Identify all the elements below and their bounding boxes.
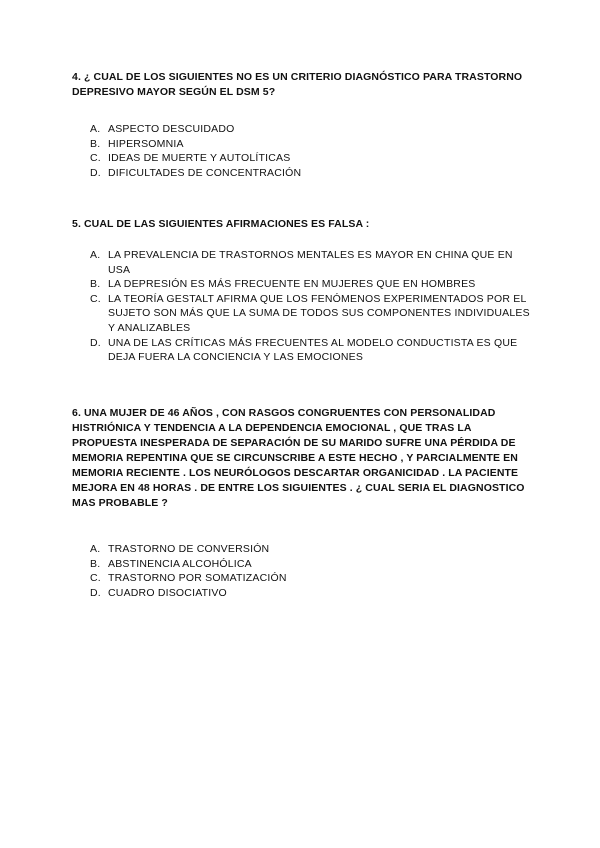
option-text: ABSTINENCIA ALCOHÓLICA <box>108 557 252 570</box>
option-text: LA TEORÍA GESTALT AFIRMA QUE LOS FENÓMENOS EXPERIMENTADOS POR EL SUJETO SON MÁS QUE LA SUMA DE TODOS SUS COMPONENTES INDIVIDUALES Y ANALIZABLES <box>108 292 530 334</box>
answer-options <box>72 248 532 365</box>
option-text: ASPECTO DESCUIDADO <box>108 123 235 135</box>
option-d <box>72 586 532 601</box>
option-text: TRASTORNO POR SOMATIZACIÓN <box>108 572 287 585</box>
question-4 <box>72 70 532 180</box>
question-text: 5. CUAL DE LAS SIGUIENTES AFIRMACIONES ES FALSA : <box>72 218 370 230</box>
question-text: 4. ¿ CUAL DE LOS SIGUIENTES NO ES UN CRITERIO DIAGNÓSTICO PARA TRASTORNO DEPRESIVO MAYOR SEGÚN EL DSM 5? <box>72 71 523 98</box>
option-letter: C. <box>90 152 101 165</box>
option-letter: B. <box>90 137 101 150</box>
option-letter: D. <box>90 336 101 349</box>
question-5 <box>72 217 532 365</box>
option-text: IDEAS DE MUERTE Y AUTOLÍTICAS <box>108 152 291 165</box>
option-letter: D. <box>90 586 101 599</box>
option-a <box>72 542 532 557</box>
option-text: HIPERSOMNIA <box>108 137 184 150</box>
option-a <box>72 248 532 277</box>
option-letter: C. <box>90 292 101 305</box>
option-text: UNA DE LAS CRÍTICAS MÁS FRECUENTES AL MODELO CONDUCTISTA ES QUE DEJA FUERA LA CONCIENCIA Y LAS EMOCIONES <box>108 336 518 364</box>
option-letter: C. <box>90 572 101 585</box>
question-6 <box>72 406 532 600</box>
option-letter: D. <box>90 166 101 179</box>
option-c <box>72 151 532 166</box>
option-b <box>72 137 532 152</box>
option-text: LA DEPRESIÓN ES MÁS FRECUENTE EN MUJERES QUE EN HOMBRES <box>108 278 476 291</box>
question-text: 6. UNA MUJER DE 46 AÑOS , CON RASGOS CONGRUENTES CON PERSONALIDAD HISTRIÓNICA Y TENDENCIA A LA DEPENDENCIA EMOCIONAL , QUE TRAS LA PROPUESTA INESPERADA DE SEPARACIÓN DE SU MARIDO SUFRE UNA PÉRDIDA DE MEMORIA REPENTINA QUE SE CIRCUNSCRIBE A ESTE HECHO , Y PARCIALMENTE EN MEMORIA RECIENTE . LOS NEURÓLOGOS DESCARTAR ORGANICIDAD . LA PACIENTE MEJORA EN 48 HORAS . DE ENTRE LOS SIGUIENTES . ¿ CUAL SERIA EL DIAGNOSTICO MAS PROBABLE ? <box>72 407 525 509</box>
option-d <box>72 336 532 365</box>
answer-options <box>72 122 532 180</box>
option-letter: A. <box>90 123 101 135</box>
option-text: TRASTORNO DE CONVERSIÓN <box>108 543 270 555</box>
option-text: LA PREVALENCIA DE TRASTORNOS MENTALES ES MAYOR EN CHINA QUE EN USA <box>108 249 513 276</box>
option-b <box>72 277 532 292</box>
option-letter: B. <box>90 557 101 570</box>
option-letter: A. <box>90 543 101 555</box>
option-a <box>72 122 532 137</box>
option-d <box>72 166 532 181</box>
option-letter: B. <box>90 278 101 291</box>
option-letter: A. <box>90 249 101 261</box>
answer-options <box>72 542 532 600</box>
option-text: CUADRO DISOCIATIVO <box>108 586 227 599</box>
option-b <box>72 557 532 572</box>
option-c <box>72 292 532 336</box>
option-text: DIFICULTADES DE CONCENTRACIÓN <box>108 166 302 179</box>
option-c <box>72 571 532 586</box>
